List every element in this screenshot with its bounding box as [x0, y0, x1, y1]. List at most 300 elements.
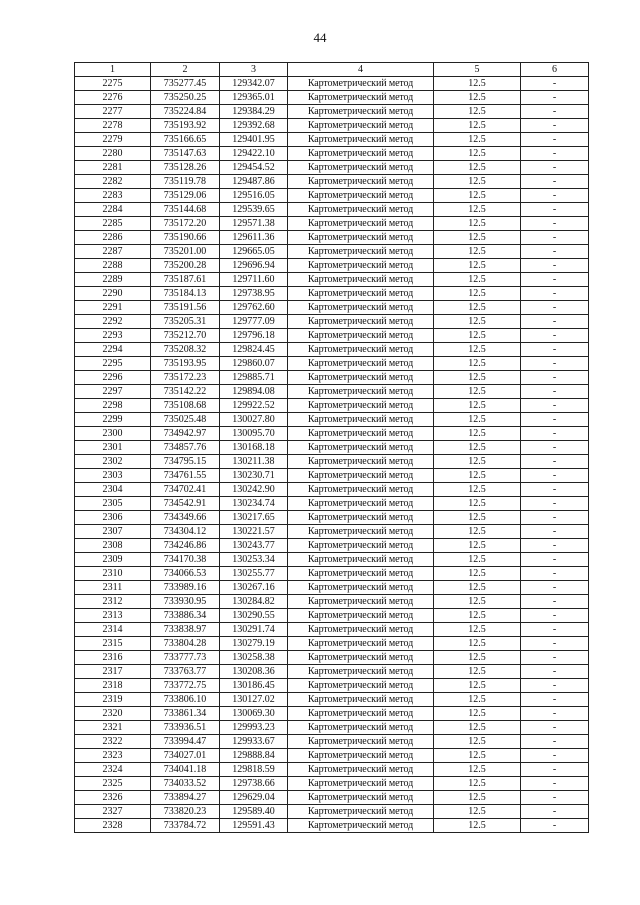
table-row [75, 385, 589, 399]
accuracy-cell: 12.5 [434, 455, 521, 469]
point-number-cell: 2301 [75, 441, 151, 455]
accuracy-cell: 12.5 [434, 315, 521, 329]
accuracy-cell: 12.5 [434, 203, 521, 217]
table-row [75, 553, 589, 567]
y-coordinate-cell: 130208.36 [220, 665, 288, 679]
table-row [75, 497, 589, 511]
note-cell: - [521, 399, 589, 413]
accuracy-cell: 12.5 [434, 777, 521, 791]
x-coordinate-cell: 733989.16 [151, 581, 220, 595]
y-coordinate-cell: 130290.55 [220, 609, 288, 623]
accuracy-cell: 12.5 [434, 217, 521, 231]
accuracy-cell: 12.5 [434, 791, 521, 805]
point-number-cell: 2322 [75, 735, 151, 749]
table-row [75, 301, 589, 315]
point-number-cell: 2283 [75, 189, 151, 203]
table-header-row [75, 63, 589, 77]
x-coordinate-cell: 734761.55 [151, 469, 220, 483]
table-row [75, 805, 589, 819]
point-number-cell: 2308 [75, 539, 151, 553]
x-coordinate-cell: 735166.65 [151, 133, 220, 147]
point-number-cell: 2310 [75, 567, 151, 581]
x-coordinate-cell: 735250.25 [151, 91, 220, 105]
x-coordinate-cell: 735208.32 [151, 343, 220, 357]
accuracy-cell: 12.5 [434, 427, 521, 441]
table-row [75, 651, 589, 665]
column-header: 3 [220, 63, 288, 77]
method-cell: Картометрический метод [288, 525, 434, 539]
y-coordinate-cell: 129762.60 [220, 301, 288, 315]
accuracy-cell: 12.5 [434, 91, 521, 105]
note-cell: - [521, 609, 589, 623]
accuracy-cell: 12.5 [434, 595, 521, 609]
method-cell: Картометрический метод [288, 819, 434, 833]
point-number-cell: 2313 [75, 609, 151, 623]
note-cell: - [521, 105, 589, 119]
x-coordinate-cell: 734542.91 [151, 497, 220, 511]
table-row [75, 91, 589, 105]
method-cell: Картометрический метод [288, 441, 434, 455]
point-number-cell: 2317 [75, 665, 151, 679]
y-coordinate-cell: 130211.38 [220, 455, 288, 469]
point-number-cell: 2304 [75, 483, 151, 497]
method-cell: Картометрический метод [288, 707, 434, 721]
y-coordinate-cell: 129487.86 [220, 175, 288, 189]
method-cell: Картометрический метод [288, 721, 434, 735]
table-row [75, 665, 589, 679]
y-coordinate-cell: 129885.71 [220, 371, 288, 385]
y-coordinate-cell: 129539.65 [220, 203, 288, 217]
accuracy-cell: 12.5 [434, 525, 521, 539]
table-row [75, 819, 589, 833]
column-header: 5 [434, 63, 521, 77]
note-cell: - [521, 567, 589, 581]
x-coordinate-cell: 733894.27 [151, 791, 220, 805]
y-coordinate-cell: 129392.68 [220, 119, 288, 133]
y-coordinate-cell: 129516.05 [220, 189, 288, 203]
method-cell: Картометрический метод [288, 679, 434, 693]
note-cell: - [521, 315, 589, 329]
note-cell: - [521, 777, 589, 791]
y-coordinate-cell: 130069.30 [220, 707, 288, 721]
note-cell: - [521, 749, 589, 763]
method-cell: Картометрический метод [288, 791, 434, 805]
point-number-cell: 2299 [75, 413, 151, 427]
table-row [75, 357, 589, 371]
table-row [75, 749, 589, 763]
table-row [75, 245, 589, 259]
note-cell: - [521, 791, 589, 805]
y-coordinate-cell: 130284.82 [220, 595, 288, 609]
method-cell: Картометрический метод [288, 469, 434, 483]
accuracy-cell: 12.5 [434, 399, 521, 413]
table-row [75, 623, 589, 637]
x-coordinate-cell: 734349.66 [151, 511, 220, 525]
point-number-cell: 2320 [75, 707, 151, 721]
table-row [75, 217, 589, 231]
x-coordinate-cell: 735129.06 [151, 189, 220, 203]
point-number-cell: 2297 [75, 385, 151, 399]
note-cell: - [521, 161, 589, 175]
table-row [75, 791, 589, 805]
note-cell: - [521, 693, 589, 707]
point-number-cell: 2293 [75, 329, 151, 343]
point-number-cell: 2287 [75, 245, 151, 259]
note-cell: - [521, 455, 589, 469]
method-cell: Картометрический метод [288, 609, 434, 623]
method-cell: Картометрический метод [288, 175, 434, 189]
y-coordinate-cell: 129894.08 [220, 385, 288, 399]
point-number-cell: 2302 [75, 455, 151, 469]
note-cell: - [521, 413, 589, 427]
x-coordinate-cell: 734170.38 [151, 553, 220, 567]
note-cell: - [521, 175, 589, 189]
point-number-cell: 2311 [75, 581, 151, 595]
x-coordinate-cell: 734066.53 [151, 567, 220, 581]
note-cell: - [521, 371, 589, 385]
method-cell: Картометрический метод [288, 161, 434, 175]
note-cell: - [521, 665, 589, 679]
point-number-cell: 2277 [75, 105, 151, 119]
x-coordinate-cell: 733777.73 [151, 651, 220, 665]
accuracy-cell: 12.5 [434, 175, 521, 189]
y-coordinate-cell: 129365.01 [220, 91, 288, 105]
method-cell: Картометрический метод [288, 777, 434, 791]
accuracy-cell: 12.5 [434, 119, 521, 133]
x-coordinate-cell: 735108.68 [151, 399, 220, 413]
table-row [75, 161, 589, 175]
note-cell: - [521, 735, 589, 749]
point-number-cell: 2307 [75, 525, 151, 539]
accuracy-cell: 12.5 [434, 287, 521, 301]
table-row [75, 707, 589, 721]
method-cell: Картометрический метод [288, 357, 434, 371]
y-coordinate-cell: 130027.80 [220, 413, 288, 427]
y-coordinate-cell: 130221.57 [220, 525, 288, 539]
note-cell: - [521, 581, 589, 595]
point-number-cell: 2294 [75, 343, 151, 357]
method-cell: Картометрический метод [288, 133, 434, 147]
method-cell: Картометрический метод [288, 203, 434, 217]
page-number: 44 [313, 30, 327, 45]
point-number-cell: 2319 [75, 693, 151, 707]
table-row [75, 637, 589, 651]
point-number-cell: 2284 [75, 203, 151, 217]
accuracy-cell: 12.5 [434, 77, 521, 91]
method-cell: Картометрический метод [288, 217, 434, 231]
x-coordinate-cell: 733772.75 [151, 679, 220, 693]
note-cell: - [521, 525, 589, 539]
point-number-cell: 2298 [75, 399, 151, 413]
y-coordinate-cell: 130253.34 [220, 553, 288, 567]
x-coordinate-cell: 735191.56 [151, 301, 220, 315]
note-cell: - [521, 147, 589, 161]
point-number-cell: 2324 [75, 763, 151, 777]
point-number-cell: 2289 [75, 273, 151, 287]
point-number-cell: 2276 [75, 91, 151, 105]
method-cell: Картометрический метод [288, 693, 434, 707]
method-cell: Картометрический метод [288, 567, 434, 581]
table-row [75, 133, 589, 147]
note-cell: - [521, 245, 589, 259]
note-cell: - [521, 329, 589, 343]
note-cell: - [521, 301, 589, 315]
y-coordinate-cell: 129401.95 [220, 133, 288, 147]
accuracy-cell: 12.5 [434, 609, 521, 623]
method-cell: Картометрический метод [288, 735, 434, 749]
point-number-cell: 2295 [75, 357, 151, 371]
x-coordinate-cell: 735184.13 [151, 287, 220, 301]
x-coordinate-cell: 735201.00 [151, 245, 220, 259]
table-row [75, 511, 589, 525]
note-cell: - [521, 651, 589, 665]
x-coordinate-cell: 735224.84 [151, 105, 220, 119]
accuracy-cell: 12.5 [434, 679, 521, 693]
accuracy-cell: 12.5 [434, 273, 521, 287]
table-row [75, 399, 589, 413]
y-coordinate-cell: 129454.52 [220, 161, 288, 175]
method-cell: Картометрический метод [288, 119, 434, 133]
method-cell: Картометрический метод [288, 623, 434, 637]
note-cell: - [521, 133, 589, 147]
x-coordinate-cell: 735144.68 [151, 203, 220, 217]
point-number-cell: 2318 [75, 679, 151, 693]
point-number-cell: 2288 [75, 259, 151, 273]
table-row [75, 469, 589, 483]
y-coordinate-cell: 129993.23 [220, 721, 288, 735]
accuracy-cell: 12.5 [434, 329, 521, 343]
point-number-cell: 2282 [75, 175, 151, 189]
y-coordinate-cell: 129665.05 [220, 245, 288, 259]
point-number-cell: 2312 [75, 595, 151, 609]
point-number-cell: 2325 [75, 777, 151, 791]
column-header: 1 [75, 63, 151, 77]
x-coordinate-cell: 735172.23 [151, 371, 220, 385]
note-cell: - [521, 511, 589, 525]
x-coordinate-cell: 734246.86 [151, 539, 220, 553]
y-coordinate-cell: 129422.10 [220, 147, 288, 161]
accuracy-cell: 12.5 [434, 567, 521, 581]
x-coordinate-cell: 733784.72 [151, 819, 220, 833]
accuracy-cell: 12.5 [434, 469, 521, 483]
accuracy-cell: 12.5 [434, 511, 521, 525]
table-row [75, 147, 589, 161]
y-coordinate-cell: 130258.38 [220, 651, 288, 665]
y-coordinate-cell: 130243.77 [220, 539, 288, 553]
note-cell: - [521, 637, 589, 651]
point-number-cell: 2321 [75, 721, 151, 735]
x-coordinate-cell: 735142.22 [151, 385, 220, 399]
accuracy-cell: 12.5 [434, 693, 521, 707]
table-row [75, 441, 589, 455]
note-cell: - [521, 483, 589, 497]
method-cell: Картометрический метод [288, 665, 434, 679]
table-row [75, 581, 589, 595]
method-cell: Картометрический метод [288, 329, 434, 343]
table-row [75, 203, 589, 217]
method-cell: Картометрический метод [288, 147, 434, 161]
y-coordinate-cell: 130217.65 [220, 511, 288, 525]
accuracy-cell: 12.5 [434, 147, 521, 161]
point-number-cell: 2315 [75, 637, 151, 651]
note-cell: - [521, 721, 589, 735]
note-cell: - [521, 539, 589, 553]
method-cell: Картометрический метод [288, 315, 434, 329]
point-number-cell: 2303 [75, 469, 151, 483]
accuracy-cell: 12.5 [434, 749, 521, 763]
table-row [75, 287, 589, 301]
coordinates-table [74, 62, 589, 833]
accuracy-cell: 12.5 [434, 483, 521, 497]
point-number-cell: 2327 [75, 805, 151, 819]
y-coordinate-cell: 130095.70 [220, 427, 288, 441]
x-coordinate-cell: 735119.78 [151, 175, 220, 189]
x-coordinate-cell: 735128.26 [151, 161, 220, 175]
method-cell: Картометрический метод [288, 763, 434, 777]
y-coordinate-cell: 130168.18 [220, 441, 288, 455]
point-number-cell: 2278 [75, 119, 151, 133]
point-number-cell: 2314 [75, 623, 151, 637]
accuracy-cell: 12.5 [434, 385, 521, 399]
accuracy-cell: 12.5 [434, 707, 521, 721]
accuracy-cell: 12.5 [434, 721, 521, 735]
x-coordinate-cell: 733936.51 [151, 721, 220, 735]
point-number-cell: 2292 [75, 315, 151, 329]
point-number-cell: 2285 [75, 217, 151, 231]
x-coordinate-cell: 735205.31 [151, 315, 220, 329]
table-row [75, 105, 589, 119]
column-header: 6 [521, 63, 589, 77]
accuracy-cell: 12.5 [434, 819, 521, 833]
note-cell: - [521, 595, 589, 609]
x-coordinate-cell: 734027.01 [151, 749, 220, 763]
table-row [75, 189, 589, 203]
method-cell: Картометрический метод [288, 259, 434, 273]
method-cell: Картометрический метод [288, 301, 434, 315]
x-coordinate-cell: 733994.47 [151, 735, 220, 749]
note-cell: - [521, 441, 589, 455]
method-cell: Картометрический метод [288, 91, 434, 105]
y-coordinate-cell: 129922.52 [220, 399, 288, 413]
method-cell: Картометрический метод [288, 651, 434, 665]
method-cell: Картометрический метод [288, 105, 434, 119]
x-coordinate-cell: 733886.34 [151, 609, 220, 623]
method-cell: Картометрический метод [288, 581, 434, 595]
accuracy-cell: 12.5 [434, 161, 521, 175]
point-number-cell: 2323 [75, 749, 151, 763]
note-cell: - [521, 287, 589, 301]
y-coordinate-cell: 129933.67 [220, 735, 288, 749]
accuracy-cell: 12.5 [434, 343, 521, 357]
table-row [75, 413, 589, 427]
column-header: 4 [288, 63, 434, 77]
accuracy-cell: 12.5 [434, 553, 521, 567]
y-coordinate-cell: 130267.16 [220, 581, 288, 595]
table-row [75, 343, 589, 357]
point-number-cell: 2281 [75, 161, 151, 175]
method-cell: Картометрический метод [288, 511, 434, 525]
x-coordinate-cell: 733930.95 [151, 595, 220, 609]
y-coordinate-cell: 129738.95 [220, 287, 288, 301]
point-number-cell: 2306 [75, 511, 151, 525]
accuracy-cell: 12.5 [434, 301, 521, 315]
note-cell: - [521, 231, 589, 245]
note-cell: - [521, 189, 589, 203]
table-row [75, 567, 589, 581]
y-coordinate-cell: 129589.40 [220, 805, 288, 819]
table-row [75, 427, 589, 441]
x-coordinate-cell: 733804.28 [151, 637, 220, 651]
accuracy-cell: 12.5 [434, 371, 521, 385]
y-coordinate-cell: 130127.02 [220, 693, 288, 707]
y-coordinate-cell: 129571.38 [220, 217, 288, 231]
table-row [75, 455, 589, 469]
method-cell: Картометрический метод [288, 637, 434, 651]
accuracy-cell: 12.5 [434, 665, 521, 679]
table-row [75, 679, 589, 693]
accuracy-cell: 12.5 [434, 637, 521, 651]
note-cell: - [521, 343, 589, 357]
table-row [75, 273, 589, 287]
method-cell: Картометрический метод [288, 805, 434, 819]
x-coordinate-cell: 735193.92 [151, 119, 220, 133]
x-coordinate-cell: 733806.10 [151, 693, 220, 707]
x-coordinate-cell: 734857.76 [151, 441, 220, 455]
method-cell: Картометрический метод [288, 231, 434, 245]
method-cell: Картометрический метод [288, 553, 434, 567]
note-cell: - [521, 623, 589, 637]
y-coordinate-cell: 130186.45 [220, 679, 288, 693]
note-cell: - [521, 427, 589, 441]
table-row [75, 175, 589, 189]
y-coordinate-cell: 129818.59 [220, 763, 288, 777]
note-cell: - [521, 217, 589, 231]
x-coordinate-cell: 735277.45 [151, 77, 220, 91]
x-coordinate-cell: 735025.48 [151, 413, 220, 427]
point-number-cell: 2286 [75, 231, 151, 245]
x-coordinate-cell: 735212.70 [151, 329, 220, 343]
table-body [75, 63, 589, 833]
method-cell: Картометрический метод [288, 371, 434, 385]
table-row [75, 595, 589, 609]
x-coordinate-cell: 734795.15 [151, 455, 220, 469]
method-cell: Картометрический метод [288, 539, 434, 553]
accuracy-cell: 12.5 [434, 413, 521, 427]
y-coordinate-cell: 129696.94 [220, 259, 288, 273]
y-coordinate-cell: 129611.36 [220, 231, 288, 245]
y-coordinate-cell: 129860.07 [220, 357, 288, 371]
point-number-cell: 2280 [75, 147, 151, 161]
table-row [75, 777, 589, 791]
x-coordinate-cell: 735193.95 [151, 357, 220, 371]
accuracy-cell: 12.5 [434, 497, 521, 511]
accuracy-cell: 12.5 [434, 357, 521, 371]
method-cell: Картометрический метод [288, 343, 434, 357]
point-number-cell: 2316 [75, 651, 151, 665]
x-coordinate-cell: 735200.28 [151, 259, 220, 273]
accuracy-cell: 12.5 [434, 623, 521, 637]
method-cell: Картометрический метод [288, 399, 434, 413]
y-coordinate-cell: 129824.45 [220, 343, 288, 357]
table-row [75, 609, 589, 623]
accuracy-cell: 12.5 [434, 189, 521, 203]
note-cell: - [521, 819, 589, 833]
method-cell: Картометрический метод [288, 287, 434, 301]
y-coordinate-cell: 130242.90 [220, 483, 288, 497]
note-cell: - [521, 553, 589, 567]
method-cell: Картометрический метод [288, 273, 434, 287]
y-coordinate-cell: 129738.66 [220, 777, 288, 791]
